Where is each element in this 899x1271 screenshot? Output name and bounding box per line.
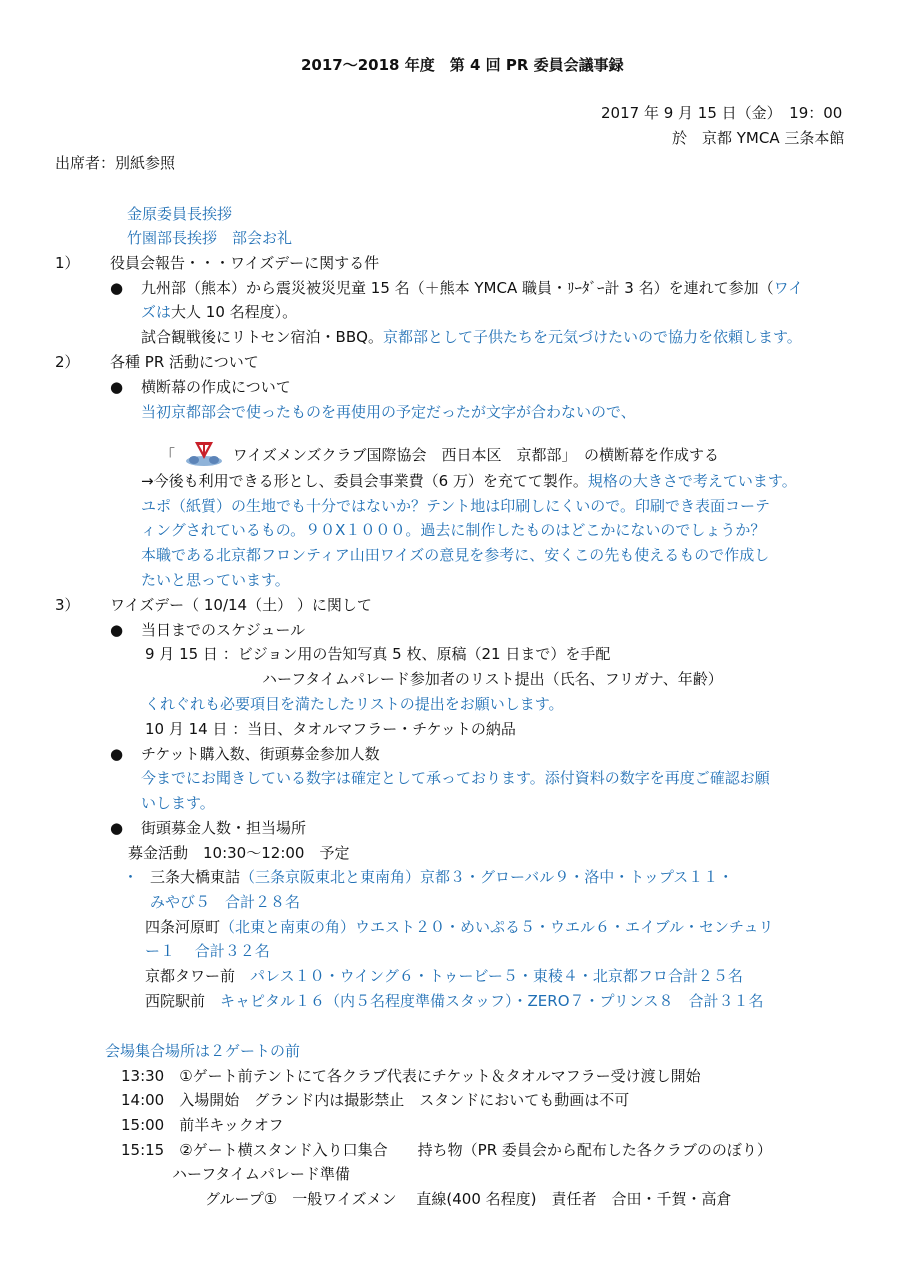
location-name: 三条大橋東詰 <box>150 868 241 886</box>
banner-subheading: 横断幕の作成について <box>141 378 291 396</box>
timeline-item-1515: 15:15 ②ゲート横スタンド入り口集合 持ち物（PR 委員会から配布した各クラブののぼり） <box>121 1141 772 1159</box>
banner-line-f: たいと思っています。 <box>141 571 290 589</box>
banner-line-d: ィングされているもの。９０X１０００。過去に制作したものはどこかにないのでしょうか？ <box>141 521 766 539</box>
section-1-number: 1） <box>55 254 80 272</box>
banner-line-a <box>141 471 797 491</box>
ticket-note-1: 今までにお聞きしている数字は確定として承っております。添付資料の数字を再度ご確認お願 <box>141 769 770 787</box>
section-1-line-1 <box>141 278 803 298</box>
bullet: ● <box>110 621 124 639</box>
text: 大人 10 名程度）。 <box>171 303 298 321</box>
location-name: 四条河原町 <box>145 918 221 936</box>
location-1-continued: みやび５ 合計２８名 <box>150 893 301 911</box>
section-2-number: 2） <box>55 353 80 371</box>
location-detail: パレス１０・ウイング６・トゥービー５・東稜４・北京都フロ合計２５名 <box>235 967 743 985</box>
bullet: ● <box>110 279 124 297</box>
fundraising-time: 募金活動 10:30～12:00 予定 <box>128 844 350 862</box>
banner-note: 当初京都部会で使ったものを再使用の予定だったが文字が合わないので、 <box>141 403 636 421</box>
note-text: 規格の大きさで考えています。 <box>587 472 797 490</box>
section-1-line-2 <box>141 302 297 322</box>
location-3 <box>145 966 743 986</box>
fundraising-heading: 街頭募金人数・担当場所 <box>141 819 307 837</box>
bullet: ● <box>110 378 124 396</box>
meeting-date: 2017 年 9 月 15 日（金） 19：00 <box>601 104 843 122</box>
location-name: 京都タワー前 <box>145 967 236 985</box>
note-text: ワイ <box>773 279 804 297</box>
bullet: ● <box>110 745 124 763</box>
location-2 <box>145 917 774 937</box>
schedule-line-2: ハーフタイムパレード参加者のリスト提出（氏名、フリガナ、年齢） <box>262 670 723 688</box>
schedule-line-1: 9 月 15 日 ：ビジョン用の告知写真 5 枚、原稿（21 日まで）を手配 <box>145 645 611 663</box>
attendees: 出席者：別紙参照 <box>55 154 176 172</box>
location-name: 西院駅前 <box>145 992 206 1010</box>
ticket-heading: チケット購入数、街頭募金参加人数 <box>141 745 380 763</box>
location-detail: キャピタル１６（内５名程度準備スタッフ）・ZERO７・プリンス８ 合計３１名 <box>205 992 764 1010</box>
timeline-item-1330: 13:30 ①ゲート前テントにて各クラブ代表にチケット＆タオルマフラー受け渡し開始 <box>121 1067 701 1085</box>
text: の横断幕を作成する <box>569 446 720 464</box>
bullet: ● <box>110 819 124 837</box>
meeting-point-heading: 会場集合場所は２ゲートの前 <box>105 1042 301 1060</box>
note-text: ズは <box>141 303 172 321</box>
banner-line-c: ユポ（紙質）の生地でも十分ではないか？テント地は印刷しにくいので。印刷でき表面コーテ <box>141 497 770 515</box>
location-detail: （三条京阪東北と東南角）京都３・グローバル９・洛中・トップス１１・ <box>240 868 734 886</box>
ys-men-logo-icon <box>184 441 224 467</box>
location-2-continued: ー１ 合計３２名 <box>145 942 270 960</box>
banner-line <box>160 441 719 467</box>
greeting-director: 竹園部長挨拶 部会お礼 <box>127 229 293 247</box>
timeline-item-1500: 15:00 前半キックオフ <box>121 1116 284 1134</box>
note-text: 京都部として子供たちを元気づけたいので協力を依頼します。 <box>382 328 802 346</box>
ticket-note-2: いします。 <box>141 794 215 812</box>
text: →今後も利用できる形とし、委員会事業費（6 万）を充てて製作。 <box>141 472 588 490</box>
section-3-number: 3） <box>55 596 80 614</box>
schedule-line-3: 10 月 14 日 ：当日、タオルマフラー・チケットの納品 <box>145 720 516 738</box>
timeline-item-1400: 14:00 入場開始 グランド内は撮影禁止 スタンドにおいても動画は不可 <box>121 1091 630 1109</box>
text: 試合観戦後にリトセン宿泊・BBQ。 <box>141 328 383 346</box>
section-2-heading: 各種 PR 活動について <box>110 353 259 371</box>
text: ワイズメンズクラブ国際協会 西日本区 京都部」 <box>232 446 570 464</box>
location-1 <box>150 867 733 887</box>
dot: ・ <box>123 868 139 886</box>
greeting-chair: 金原委員長挨拶 <box>127 205 233 223</box>
page-title: 2017～2018 年度 第 4 回 PR 委員会議事録 <box>301 56 624 74</box>
location-4 <box>145 991 763 1011</box>
section-3-heading: ワイズデー（ 10/14（土） ）に関して <box>110 596 372 614</box>
section-1-heading: 役員会報告・・・ワイズデーに関する件 <box>110 254 380 272</box>
section-1-line-3 <box>141 327 802 347</box>
parade-group-1: グループ① 一般ワイズメン 直線(400 名程度) 責任者 合田・千賀・高倉 <box>205 1190 732 1208</box>
location-detail: （北東と南東の角）ウエスト２０・めいぷる５・ウエル６・エイブル・センチュリ <box>220 918 774 936</box>
banner-line-e: 本職である北京都フロンティア山田ワイズの意見を参考に、安くこの先も使えるもので作成し <box>141 546 770 564</box>
text: 「 <box>160 446 176 464</box>
text: 九州部（熊本）から震災被災児童 15 名（＋熊本 YMCA 職員・ﾘｰﾀﾞｰ計 3 名）を連れて参加（ <box>141 279 774 297</box>
schedule-note: くれぐれも必要項目を満たしたリストの提出をお願いします。 <box>145 695 564 713</box>
schedule-heading: 当日までのスケジュール <box>141 621 306 639</box>
parade-prep: ハーフタイムパレード準備 <box>172 1165 350 1183</box>
meeting-venue: 於 京都 YMCA 三条本館 <box>672 129 845 147</box>
